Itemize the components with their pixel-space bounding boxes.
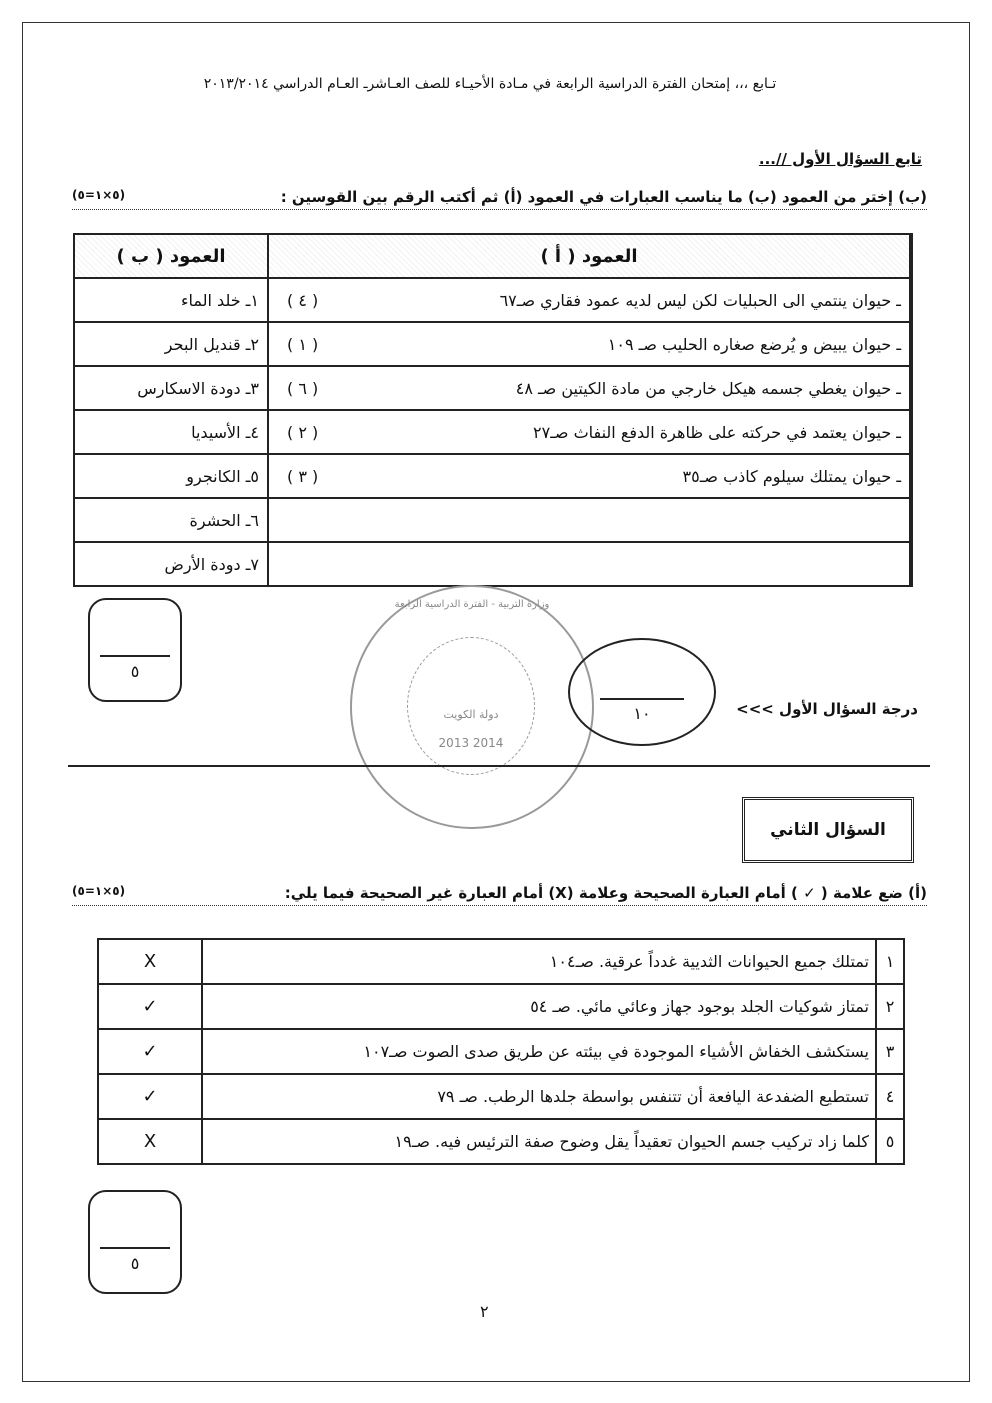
answer-mark: ✓ — [98, 984, 202, 1029]
answer-mark: X — [98, 1119, 202, 1164]
answer-mark: X — [98, 939, 202, 984]
col-b-cell: ١ـ خلد الماء — [74, 278, 268, 322]
q2-score-box — [88, 1190, 182, 1294]
q1-grade-label: درجة السؤال الأول >>> — [736, 700, 918, 718]
statement: ـ حيوان يعتمد في حركته على ظاهرة الدفع النفاث صـ٢٧ — [533, 422, 901, 442]
item-number: ٥ — [876, 1119, 904, 1164]
q1b-instruction — [72, 188, 927, 210]
q1b-score: ٥ — [130, 662, 140, 681]
col-b-cell: ٧ـ دودة الأرض — [74, 542, 268, 586]
item-number: ٣ — [876, 1029, 904, 1074]
col-a-cell — [268, 278, 911, 322]
statement: تمتلك جميع الحيوانات الثديية غدداً عرقية. صـ١٠٤ — [202, 939, 876, 984]
col-b-cell: ٢ـ قنديل البحر — [74, 322, 268, 366]
col-a-cell — [268, 454, 911, 498]
col-a-cell — [268, 410, 911, 454]
q1b-score-box — [88, 598, 182, 702]
true-false-row — [98, 1029, 904, 1074]
col-b-header: العمود ( ب ) — [74, 234, 268, 278]
col-a-cell — [268, 542, 911, 586]
seal-emblem — [407, 637, 535, 775]
matching-row — [74, 366, 911, 410]
matching-row — [74, 542, 911, 586]
statement: ـ حيوان يمتلك سيلوم كاذب صـ٣٥ — [682, 466, 901, 486]
matching-row — [74, 322, 911, 366]
section-divider — [68, 765, 930, 767]
col-b-cell: ٦ـ الحشرة — [74, 498, 268, 542]
col-b-cell: ٣ـ دودة الاسكارس — [74, 366, 268, 410]
q1b-instruction-text: (ب) إختر من العمود (ب) ما يناسب العبارات في العمود (أ) ثم أكتب الرقم بين القوسين : — [280, 188, 927, 206]
q2-points: (٥×١=٥) — [72, 884, 126, 898]
col-b-cell: ٥ـ الكانجرو — [74, 454, 268, 498]
col-a-cell — [268, 498, 911, 542]
q2-instruction-text: (أ) ضع علامة ( ✓ ) أمام العبارة الصحيحة وعلامة (X) أمام العبارة غير الصحيحة فيما يلي: — [284, 884, 927, 902]
matching-table — [73, 233, 913, 587]
score-line — [600, 698, 684, 700]
statement: كلما زاد تركيب جسم الحيوان تعقيداً يقل وضوح صفة الترئيس فيه. صـ١٩ — [202, 1119, 876, 1164]
matching-row — [74, 454, 911, 498]
true-false-table — [97, 938, 905, 1165]
answer: ( ٢ ) — [287, 422, 319, 442]
true-false-row — [98, 984, 904, 1029]
col-b-cell: ٤ـ الأسيديا — [74, 410, 268, 454]
answer: ( ١ ) — [287, 334, 319, 354]
col-a-cell — [268, 322, 911, 366]
page-number: ٢ — [480, 1302, 489, 1321]
statement: تمتاز شوكيات الجلد بوجود جهاز وعائي مائي. صـ ٥٤ — [202, 984, 876, 1029]
score-line — [100, 655, 170, 657]
item-number: ٢ — [876, 984, 904, 1029]
true-false-row — [98, 939, 904, 984]
seal-year: 2013 2014 — [438, 736, 504, 750]
exam-header: تـابع ،،، إمتحان الفترة الدراسية الرابعة في مـادة الأحيـاء للصف العـاشرـ العـام الدراسي ٢٠١٣/٢٠١٤ — [203, 76, 777, 92]
matching-row — [74, 410, 911, 454]
true-false-row — [98, 1074, 904, 1119]
q1-total: ١٠ — [633, 704, 651, 723]
matching-row — [74, 278, 911, 322]
q2-score: ٥ — [130, 1254, 140, 1273]
answer-mark: ✓ — [98, 1074, 202, 1119]
answer: ( ٣ ) — [287, 466, 319, 486]
statement: تستطيع الضفدعة اليافعة أن تتنفس بواسطة جلدها الرطب. صـ ٧٩ — [202, 1074, 876, 1119]
q2-title-box — [742, 797, 914, 863]
q1b-points: (٥×١=٥) — [72, 188, 126, 202]
answer: ( ٦ ) — [287, 378, 319, 398]
q2-instruction — [72, 884, 927, 906]
continuation-heading: تابع السؤال الأول //... — [758, 150, 922, 168]
col-a-cell — [268, 366, 911, 410]
col-a-header: العمود ( أ ) — [268, 234, 911, 278]
seal-center-text: دولة الكويت — [443, 708, 499, 721]
true-false-row — [98, 1119, 904, 1164]
item-number: ١ — [876, 939, 904, 984]
statement: ـ حيوان يغطي جسمه هيكل خارجي من مادة الكيتين صـ ٤٨ — [515, 378, 901, 398]
school-seal — [350, 585, 594, 829]
statement: يستكشف الخفاش الأشياء الموجودة في بيئته عن طريق صدى الصوت صـ١٠٧ — [202, 1029, 876, 1074]
seal-ring-text: وزارة التربية - الفترة الدراسية الرابعة — [394, 599, 550, 610]
q2-title: السؤال الثاني — [770, 820, 886, 840]
statement: ـ حيوان ينتمي الى الحبليات لكن ليس لديه عمود فقاري صـ٦٧ — [499, 290, 901, 310]
statement: ـ حيوان يبيض و يُرضع صغاره الحليب صـ ١٠٩ — [607, 334, 901, 354]
answer: ( ٤ ) — [287, 290, 319, 310]
item-number: ٤ — [876, 1074, 904, 1119]
score-line — [100, 1247, 170, 1249]
matching-row — [74, 498, 911, 542]
answer-mark: ✓ — [98, 1029, 202, 1074]
q1-total-circle — [568, 638, 716, 746]
